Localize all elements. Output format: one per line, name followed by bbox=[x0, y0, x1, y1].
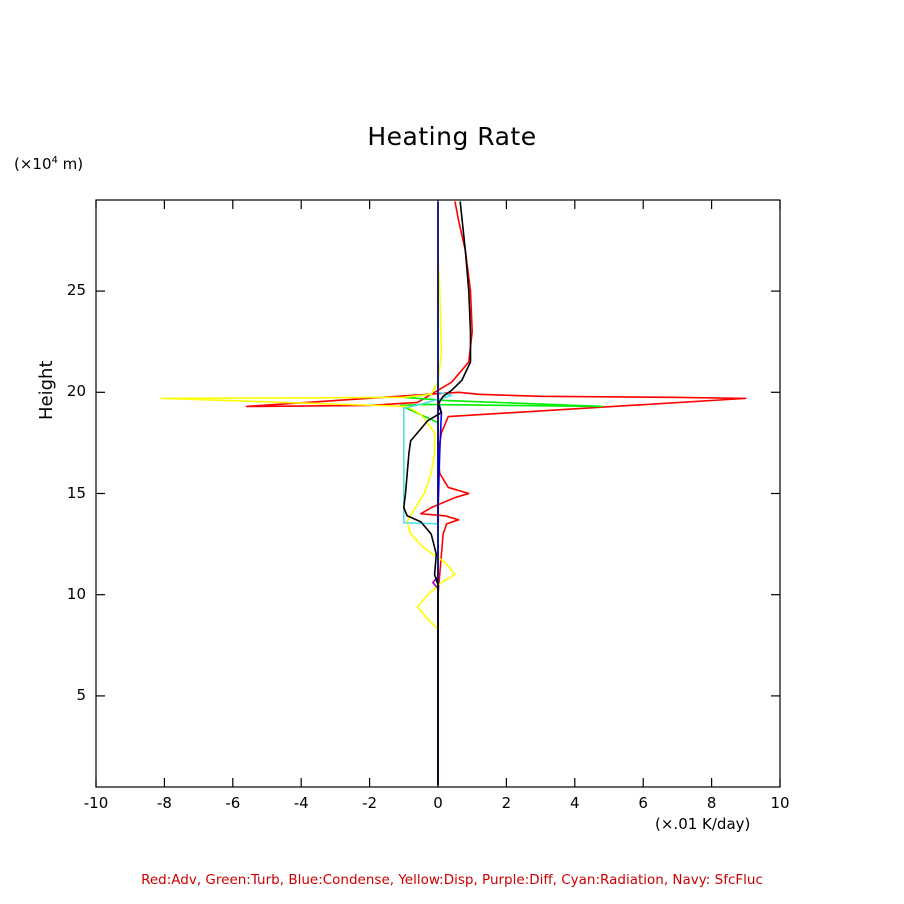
y-tick-label: 15 bbox=[66, 483, 86, 502]
x-tick-label: -4 bbox=[293, 794, 309, 812]
series-line-disp bbox=[161, 202, 455, 785]
chart-title: Heating Rate bbox=[367, 122, 537, 151]
y-tick-label: 5 bbox=[76, 685, 86, 704]
x-tick-label: 6 bbox=[638, 794, 648, 812]
y-tick-label: 10 bbox=[66, 584, 86, 603]
x-tick-label: 0 bbox=[433, 794, 443, 812]
series-line-black bbox=[404, 202, 471, 785]
x-tick-label: -6 bbox=[225, 794, 241, 812]
y-axis-title: Height bbox=[36, 360, 57, 420]
x-tick-label: -8 bbox=[156, 794, 172, 812]
y-tick-label: 25 bbox=[66, 281, 86, 300]
x-tick-label: -10 bbox=[83, 794, 109, 812]
y-tick-label: 20 bbox=[66, 382, 86, 401]
y-axis-unit-label: ($\times 10^4$ m) bbox=[14, 155, 84, 173]
series-line-adv bbox=[246, 202, 745, 785]
series-line-turb bbox=[400, 202, 602, 785]
legend-text: Red:Adv, Green:Turb, Blue:Condense, Yellow:Disp, Purple:Diff, Cyan:Radiation, Navy: SfcFluc bbox=[141, 872, 763, 888]
x-axis-unit-label: (×.01 K/day) bbox=[655, 815, 751, 833]
data-series-group bbox=[161, 202, 746, 785]
x-tick-label: 8 bbox=[706, 794, 717, 812]
series-line-radiation bbox=[404, 202, 452, 785]
x-tick-label: 10 bbox=[770, 794, 790, 812]
x-tick-label: -2 bbox=[362, 794, 378, 812]
x-tick-label: 2 bbox=[501, 794, 512, 812]
x-tick-label: 4 bbox=[570, 794, 580, 812]
